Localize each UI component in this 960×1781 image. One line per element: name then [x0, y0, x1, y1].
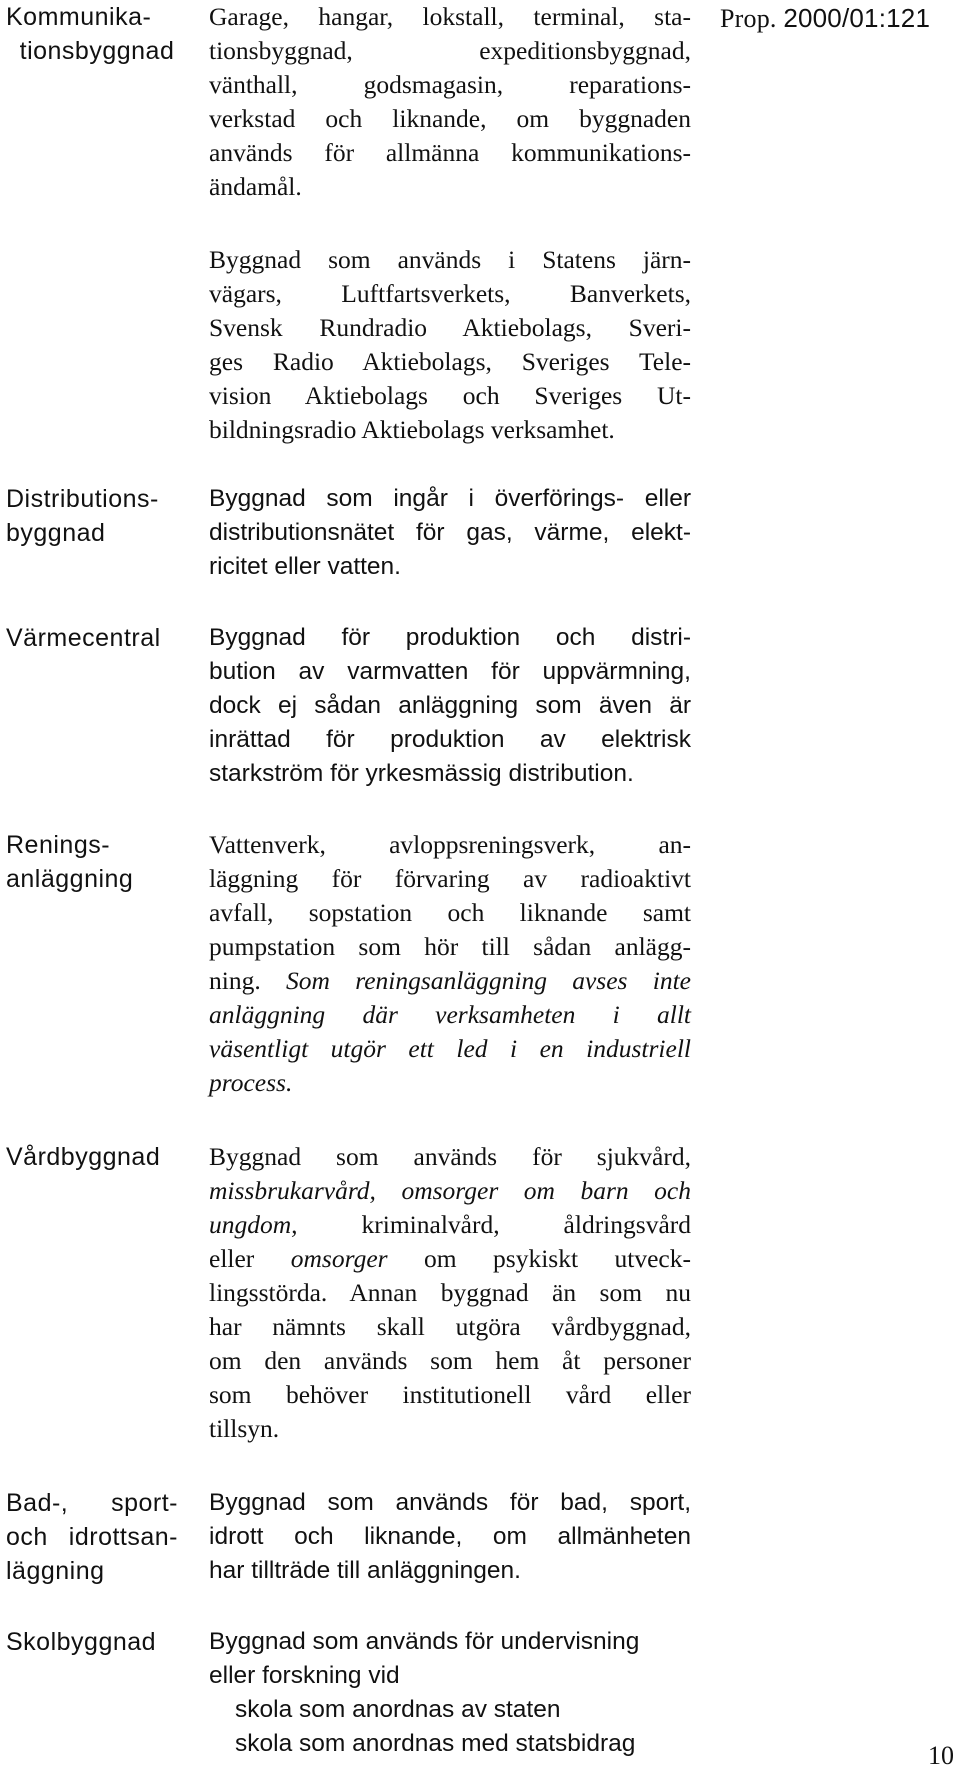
desc-line: tillsyn. [209, 1414, 280, 1443]
desc-line: tionsbyggnad, expeditionsbyggnad, [209, 36, 691, 65]
entry-description [209, 1140, 691, 1446]
desc-line: Svensk Rundradio Aktiebolags, Sveri- [209, 313, 691, 342]
desc-line: avfall, sopstation och liknande samt [209, 898, 691, 927]
desc-line: inrättad för produktion av elektrisk [209, 726, 691, 753]
term-line: anläggning [6, 865, 134, 893]
desc-italic-text: Som reningsanläggning avses inte [286, 966, 692, 995]
desc-line-italic: väsentligt utgör ett led i en industriell [209, 1034, 691, 1063]
desc-line: Byggnad som används för undervisning [209, 1628, 640, 1655]
term-line: Vårdbyggnad [6, 1143, 161, 1171]
prop-number: 2000/01:121 [783, 3, 931, 33]
desc-text: om psykiskt utveck- [387, 1244, 691, 1273]
entry-term [6, 482, 188, 550]
desc-line: ändamål. [209, 172, 302, 201]
term-line: byggnad [6, 519, 106, 547]
desc-italic-text: omsorger [290, 1244, 388, 1273]
desc-line: som behöver institutionell vård eller [209, 1380, 691, 1409]
entry-term [6, 828, 188, 896]
desc-line-indented: skola som anordnas av staten [235, 1696, 561, 1723]
desc-line: bildningsradio Aktiebolags verksamhet. [209, 415, 615, 444]
desc-line: bution av varmvatten för uppvärmning, [209, 658, 691, 685]
page-number: 10 [928, 1741, 954, 1770]
desc-line: pumpstation som hör till sådan anlägg- [209, 932, 691, 961]
desc-line-italic: missbrukarvård, omsorger om barn och [209, 1176, 691, 1205]
proposition-reference [720, 2, 930, 35]
desc-line: om den används som hem åt personer [209, 1346, 691, 1375]
entry-description [209, 243, 691, 447]
term-line: Renings- [6, 831, 111, 859]
desc-text: eller [209, 1244, 291, 1273]
desc-line: har nämnts skall utgöra vårdbyggnad, [209, 1312, 691, 1341]
entry-term [6, 1625, 188, 1659]
desc-line: Garage, hangar, lokstall, terminal, sta- [209, 2, 691, 31]
desc-line-mixed [209, 1242, 691, 1276]
desc-line: eller forskning vid [209, 1662, 400, 1689]
desc-line: Byggnad som används för sjukvård, [209, 1142, 691, 1171]
desc-italic-text: ungdom, [209, 1210, 298, 1239]
entry-description [209, 1486, 691, 1588]
desc-text: ning. [209, 966, 287, 995]
desc-line: vägars, Luftfartsverkets, Banverkets, [209, 279, 691, 308]
desc-line: Byggnad som ingår i överförings- eller [209, 485, 691, 512]
desc-line: Byggnad som används för bad, sport, [209, 1489, 691, 1516]
term-line: och idrottsan- [6, 1523, 178, 1551]
desc-line: starkström för yrkesmässig distribution. [209, 760, 634, 787]
desc-line-mixed [209, 1208, 691, 1242]
desc-line: idrott och liknande, om allmänheten [209, 1523, 691, 1550]
desc-line: har tillträde till anläggningen. [209, 1557, 521, 1584]
desc-line-italic: anläggning där verksamheten i allt [209, 1000, 691, 1029]
desc-line: verkstad och liknande, om byggnaden [209, 104, 691, 133]
desc-line: distributionsnätet för gas, värme, elekt- [209, 519, 691, 546]
desc-line: vänthall, godsmagasin, reparations- [209, 70, 691, 99]
entry-description [209, 828, 691, 1100]
term-line: Värmecentral [6, 624, 161, 652]
desc-line-indented: skola som anordnas med statsbidrag [235, 1730, 636, 1757]
desc-text: kriminalvård, åldringsvård [297, 1210, 691, 1239]
term-line: Distributions- [6, 485, 159, 513]
prop-prefix: Prop. [720, 4, 777, 33]
term-line: Bad-, sport- [6, 1489, 178, 1517]
desc-line: vision Aktiebolags och Sveriges Ut- [209, 381, 691, 410]
term-line: Kommunika- [6, 3, 152, 31]
entry-description [209, 0, 691, 204]
term-line: tionsbyggnad [19, 37, 175, 65]
desc-line: dock ej sådan anläggning som även är [209, 692, 691, 719]
desc-line-mixed [209, 964, 691, 998]
term-line: Skolbyggnad [6, 1628, 157, 1656]
desc-line-italic: process. [209, 1068, 293, 1097]
desc-line: Byggnad som används i Statens järn- [209, 245, 691, 274]
desc-line: Vattenverk, avloppsreningsverk, an- [209, 830, 691, 859]
entry-term [6, 0, 188, 68]
term-line: läggning [6, 1557, 105, 1585]
desc-line: lingsstörda. Annan byggnad än som nu [209, 1278, 691, 1307]
entry-description [209, 482, 691, 584]
entry-term [6, 621, 188, 655]
entry-term [6, 1486, 178, 1588]
desc-line: läggning för förvaring av radioaktivt [209, 864, 691, 893]
desc-line: ricitet eller vatten. [209, 553, 401, 580]
desc-line: Byggnad för produktion och distri- [209, 624, 691, 651]
entry-term [6, 1140, 188, 1174]
entry-description [209, 621, 691, 791]
desc-line: ges Radio Aktiebolags, Sveriges Tele- [209, 347, 691, 376]
entry-description [209, 1625, 691, 1761]
desc-line: används för allmänna kommunikations- [209, 138, 691, 167]
